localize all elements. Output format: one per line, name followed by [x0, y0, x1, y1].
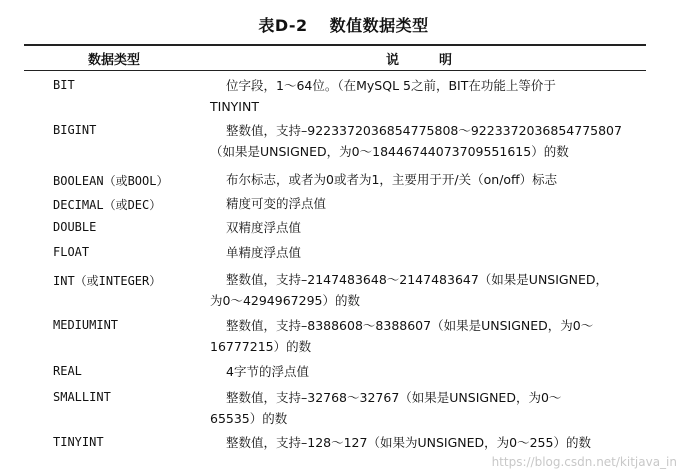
row-desc-bit: 位字段，1～64位。（在MySQL 5之前，BIT在功能上等价于 TINYINT: [210, 78, 556, 114]
row-desc-smallint: 整数值，支持–32768～32767（如果是UNSIGNED，为0～ 65535）的数: [210, 390, 562, 426]
row-desc-real: 4字节的浮点值: [226, 364, 309, 379]
table-caption: 数值数据类型: [329, 16, 429, 35]
row-type-decimal: DECIMAL（或DEC）: [53, 198, 162, 212]
row-desc-float: 单精度浮点值: [226, 245, 302, 260]
table-number: 表D-2: [258, 16, 308, 35]
row-desc-tinyint: 整数值，支持–128～127（如果为UNSIGNED，为0～255）的数: [226, 435, 591, 450]
row-desc-bigint: 整数值，支持–9223372036854775808～9223372036854775807 （如果是UNSIGNED，为0～18446744073709551615）的数: [210, 123, 622, 159]
column-header-type: 数据类型: [88, 53, 141, 68]
row-type-tinyint: TINYINT: [53, 435, 104, 449]
table-title: [0, 13, 687, 36]
watermark-url: https://blog.csdn.net/kitjava_in: [491, 455, 677, 469]
row-desc-double: 双精度浮点值: [226, 220, 302, 235]
row-type-mediumint: MEDIUMINT: [53, 318, 119, 332]
row-desc-int: 整数值，支持–2147483648～2147483647（如果是UNSIGNED， 为0～4294967295）的数: [210, 272, 608, 308]
row-type-int: INT（或INTEGER）: [53, 274, 162, 288]
row-type-boolean: BOOLEAN（或BOOL）: [53, 174, 169, 188]
column-header-description: 说明: [386, 53, 493, 68]
row-type-smallint: SMALLINT: [53, 390, 111, 404]
row-desc-mediumint: 整数值，支持–8388608～8388607（如果是UNSIGNED，为0～ 16777215）的数: [210, 318, 594, 354]
row-desc-decimal: 精度可变的浮点值: [226, 196, 327, 211]
row-type-real: REAL: [53, 364, 82, 378]
row-type-bit: BIT: [53, 78, 75, 92]
row-type-bigint: BIGINT: [53, 123, 97, 137]
table-header-rule: [24, 70, 646, 71]
row-type-float: FLOAT: [53, 245, 90, 259]
row-desc-boolean: 布尔标志，或者为0或者为1，主要用于开/关（on/off）标志: [226, 172, 558, 187]
row-type-double: DOUBLE: [53, 220, 97, 234]
table-top-rule: [24, 44, 646, 46]
